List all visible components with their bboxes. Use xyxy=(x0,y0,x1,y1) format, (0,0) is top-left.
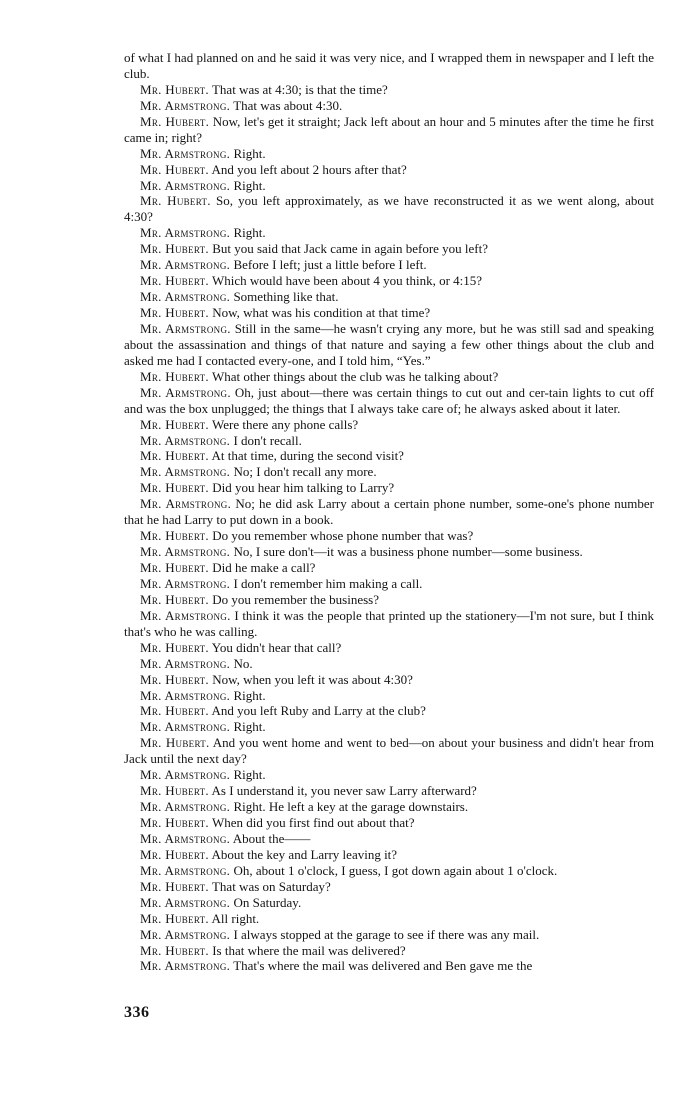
transcript-paragraph xyxy=(124,767,654,783)
speaker-label: Mr. Hubert. xyxy=(140,416,209,432)
transcript-paragraph xyxy=(124,879,654,895)
speaker-label: Mr. Armstrong. xyxy=(140,575,231,591)
paragraph-text: Were there any phone calls? xyxy=(211,416,359,432)
paragraph-text: Something like that. xyxy=(233,289,339,305)
speaker-label: Mr. Armstrong. xyxy=(140,894,231,910)
speaker-label: Mr. Armstrong. xyxy=(140,862,231,878)
paragraph-text: All right. xyxy=(211,910,260,926)
speaker-label: Mr. Armstrong. xyxy=(140,97,231,113)
speaker-label: Mr. Hubert. xyxy=(140,783,209,799)
transcript-paragraph xyxy=(124,815,654,831)
speaker-label: Mr. Armstrong. xyxy=(140,544,231,560)
transcript-paragraph xyxy=(124,703,654,719)
speaker-label: Mr. Hubert. xyxy=(140,305,209,320)
transcript-paragraph xyxy=(124,656,654,672)
paragraph-text: I don't recall. xyxy=(233,432,302,448)
transcript-paragraph xyxy=(124,911,654,927)
speaker-label: Mr. Hubert. xyxy=(140,193,211,209)
transcript-paragraph xyxy=(124,927,654,943)
transcript-paragraph xyxy=(124,735,654,767)
speaker-label: Mr. Armstrong. xyxy=(140,145,231,161)
paragraph-text: Right. xyxy=(233,687,266,703)
page-number: 336 xyxy=(124,1004,150,1021)
transcript-paragraph xyxy=(124,241,654,257)
paragraph-text: Right. xyxy=(233,225,266,241)
paragraph-text: Do you remember whose phone number that was? xyxy=(212,528,474,544)
speaker-label: Mr. Hubert. xyxy=(140,591,209,607)
paragraph-text: No; I don't recall any more. xyxy=(233,464,377,480)
speaker-label: Mr. Hubert. xyxy=(140,846,209,862)
speaker-label: Mr. Hubert. xyxy=(140,560,209,575)
speaker-label: Mr. Armstrong. xyxy=(140,830,231,846)
speaker-label: Mr. Hubert. xyxy=(140,81,209,97)
paragraph-text: As I understand it, you never saw Larry afterward? xyxy=(211,783,477,799)
transcript-paragraph xyxy=(124,943,654,959)
speaker-label: Mr. Armstrong. xyxy=(140,384,231,400)
paragraph-text: Do you remember the business? xyxy=(212,591,380,607)
speaker-label: Mr. Hubert. xyxy=(140,910,209,926)
speaker-label: Mr. Hubert. xyxy=(140,448,209,464)
speaker-label: Mr. Hubert. xyxy=(140,161,209,177)
paragraph-text: Oh, just about—there was certain things to cut out and cer-tain lights to cut off and was the box unplugged; the things that I always take care of; he always asked about it later. xyxy=(124,384,655,416)
speaker-label: Mr. Hubert. xyxy=(140,671,209,687)
transcript-paragraph xyxy=(124,544,654,560)
transcript-paragraph xyxy=(124,958,654,974)
transcript-paragraph xyxy=(124,831,654,847)
speaker-label: Mr. Armstrong. xyxy=(140,225,231,241)
transcript-paragraph xyxy=(124,82,654,98)
transcript-paragraph xyxy=(124,448,654,464)
paragraph-text: About the—— xyxy=(232,830,311,846)
paragraph-text: I don't remember him making a call. xyxy=(233,575,423,591)
transcript-paragraph xyxy=(124,162,654,178)
paragraph-text: Now, let's get it straight; Jack left about an hour and 5 minutes after the time he first came in; right? xyxy=(124,113,654,145)
speaker-label: Mr. Hubert. xyxy=(140,703,209,719)
paragraph-text: Still in the same—he wasn't crying any more, but he was still sad and speaking about the assassination and things of that nature and saying a few other things about the club and asked me had I contacted every-one, and I told him, “Yes.” xyxy=(124,320,654,368)
paragraph-text: Now, what was his condition at that time? xyxy=(212,305,431,320)
paragraph-text: On Saturday. xyxy=(233,894,302,910)
speaker-label: Mr. Hubert. xyxy=(140,639,209,655)
paragraph-text: No; he did ask Larry about a certain phone number, some-one's phone number that he had Larry to put down in a book. xyxy=(124,496,654,528)
paragraph-text: That was about 4:30. xyxy=(233,97,343,113)
paragraph-text: That was on Saturday? xyxy=(211,878,331,894)
paragraph-text: What other things about the club was he talking about? xyxy=(211,368,499,384)
paragraph-text: Now, when you left it was about 4:30? xyxy=(212,671,413,687)
paragraph-text: And you left about 2 hours after that? xyxy=(211,161,407,177)
transcript-paragraph xyxy=(124,895,654,911)
transcript-paragraph xyxy=(124,608,654,640)
transcript-paragraph xyxy=(124,98,654,114)
speaker-label: Mr. Armstrong. xyxy=(140,655,231,671)
paragraph-text: Right. xyxy=(233,177,266,193)
transcript-body xyxy=(124,50,654,974)
transcript-paragraph xyxy=(124,560,654,576)
paragraph-text: Right. xyxy=(233,145,266,161)
speaker-label: Mr. Armstrong. xyxy=(140,320,231,336)
speaker-label: Mr. Armstrong. xyxy=(140,464,231,480)
speaker-label: Mr. Hubert. xyxy=(140,528,209,544)
speaker-label: Mr. Hubert. xyxy=(140,113,210,129)
speaker-label: Mr. Hubert. xyxy=(140,878,209,894)
speaker-label: Mr. Armstrong. xyxy=(140,799,231,815)
speaker-label: Mr. Armstrong. xyxy=(140,926,231,942)
transcript-paragraph xyxy=(124,289,654,305)
paragraph-text: You didn't hear that call? xyxy=(211,639,342,655)
speaker-label: Mr. Armstrong. xyxy=(140,257,231,273)
transcript-paragraph xyxy=(124,799,654,815)
paragraph-text: And you left Ruby and Larry at the club? xyxy=(211,703,426,719)
paragraph-text: At that time, during the second visit? xyxy=(211,448,404,464)
paragraph-text: No, I sure don't—it was a business phone number—some business. xyxy=(233,544,583,560)
transcript-paragraph xyxy=(124,193,654,225)
transcript-paragraph xyxy=(124,576,654,592)
speaker-label: Mr. Armstrong. xyxy=(140,687,231,703)
paragraph-text: Right. He left a key at the garage downstairs. xyxy=(233,799,469,815)
speaker-label: Mr. Hubert. xyxy=(140,368,209,384)
paragraph-text: Oh, about 1 o'clock, I guess, I got down again about 1 o'clock. xyxy=(233,862,558,878)
speaker-label: Mr. Hubert. xyxy=(140,942,209,958)
paragraph-text: Did he make a call? xyxy=(212,560,316,575)
transcript-paragraph xyxy=(124,783,654,799)
transcript-paragraph xyxy=(124,321,654,369)
transcript-paragraph xyxy=(124,385,654,417)
paragraph-text: I think it was the people that printed up the stationery—I'm not sure, but I think that's who he was calling. xyxy=(124,607,654,639)
paragraph-text: Did you hear him talking to Larry? xyxy=(212,480,395,496)
paragraph-text: And you went home and went to bed—on about your business and didn't hear from Jack until the next day? xyxy=(124,735,654,767)
transcript-paragraph xyxy=(124,496,654,528)
speaker-label: Mr. Hubert. xyxy=(140,735,210,751)
paragraph-text: That was at 4:30; is that the time? xyxy=(211,81,388,97)
paragraph-text: When did you first find out about that? xyxy=(211,815,415,830)
paragraph-text: of what I had planned on and he said it was very nice, and I wrapped them in newspaper and I left the club. xyxy=(124,50,654,81)
speaker-label: Mr. Armstrong. xyxy=(140,432,231,448)
transcript-paragraph xyxy=(124,672,654,688)
speaker-label: Mr. Armstrong. xyxy=(140,177,231,193)
paragraph-text: So, you left approximately, as we have reconstructed it as we went along, about 4:30? xyxy=(124,193,655,225)
paragraph-text: Before I left; just a little before I left. xyxy=(233,257,427,273)
speaker-label: Mr. Armstrong. xyxy=(140,496,232,512)
transcript-paragraph xyxy=(124,433,654,449)
transcript-paragraph xyxy=(124,114,654,146)
transcript-paragraph xyxy=(124,480,654,496)
paragraph-text: That's where the mail was delivered and Ben gave me the xyxy=(233,958,533,974)
transcript-paragraph xyxy=(124,592,654,608)
transcript-paragraph xyxy=(124,688,654,704)
paragraph-text: Is that where the mail was delivered? xyxy=(212,942,406,958)
speaker-label: Mr. Hubert. xyxy=(140,241,209,257)
speaker-label: Mr. Hubert. xyxy=(140,480,209,496)
transcript-paragraph xyxy=(124,257,654,273)
paragraph-text: I always stopped at the garage to see if there was any mail. xyxy=(233,926,540,942)
transcript-paragraph xyxy=(124,417,654,433)
transcript-paragraph xyxy=(124,863,654,879)
transcript-paragraph xyxy=(124,369,654,385)
speaker-label: Mr. Hubert. xyxy=(140,815,209,830)
paragraph-text: Right. xyxy=(233,767,266,783)
paragraph-text: No. xyxy=(233,655,253,671)
transcript-paragraph xyxy=(124,50,654,82)
speaker-label: Mr. Hubert. xyxy=(140,273,209,289)
paragraph-text: Which would have been about 4 you think, or 4:15? xyxy=(211,273,483,289)
speaker-label: Mr. Armstrong. xyxy=(140,767,231,783)
transcript-paragraph xyxy=(124,225,654,241)
transcript-paragraph xyxy=(124,146,654,162)
transcript-paragraph xyxy=(124,464,654,480)
speaker-label: Mr. Armstrong. xyxy=(140,719,231,735)
transcript-paragraph xyxy=(124,273,654,289)
transcript-paragraph xyxy=(124,847,654,863)
paragraph-text: About the key and Larry leaving it? xyxy=(211,846,398,862)
speaker-label: Mr. Armstrong. xyxy=(140,289,231,305)
transcript-paragraph xyxy=(124,178,654,194)
speaker-label: Mr. Armstrong. xyxy=(140,607,231,623)
transcript-paragraph xyxy=(124,305,654,321)
transcript-paragraph xyxy=(124,640,654,656)
paragraph-text: Right. xyxy=(233,719,266,735)
paragraph-text: But you said that Jack came in again before you left? xyxy=(212,241,489,257)
transcript-paragraph xyxy=(124,719,654,735)
transcript-paragraph xyxy=(124,528,654,544)
speaker-label: Mr. Armstrong. xyxy=(140,958,231,974)
